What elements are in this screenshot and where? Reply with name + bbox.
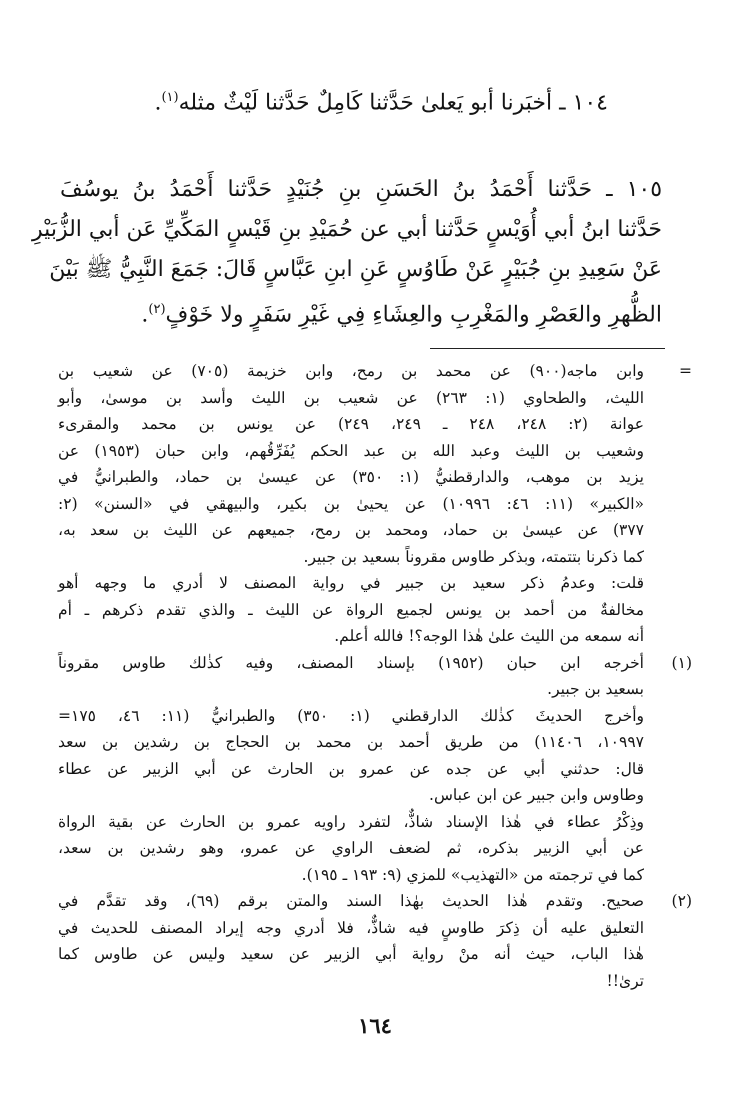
footnote-separator: [430, 348, 665, 349]
footnote-line: مخالفةٌ من أحمد بن يونس لجميع الرواة عن الليث ـ والذي تقدم ذكرهم ـ أم: [58, 600, 644, 619]
footnote-line: وأخرج الحديثَ كذٰلك الدارقطني (١: ٣٥٠) والطبرانيُّ (١١: ٤٦، ١٧٥=: [58, 706, 645, 725]
footnote-line: أخرجه ابن حبان (١٩٥٢) بإسناد المصنف، وفيه كذٰلك طاوس مقروناً: [58, 653, 644, 672]
footnote-line: أنه سمعه من الليث علىٰ هٰذا الوجه؟! فالله أعلم.: [334, 627, 644, 645]
footnote-note: [58, 570, 692, 650]
footnote-marker: (٢): [671, 892, 692, 910]
hadith-105-line: عَنْ سَعِيدِ بنِ جُبَيْرٍ عَنْ طَاوُسٍ عَنِ ابنِ عَبَّاسٍ قَالَ: جَمَعَ النَّبِيُّ ﷺ بَيْنَ: [49, 257, 662, 282]
hadith-105-line: ١٠٥ ـ حَدَّثنا أَحْمَدُ بنُ الحَسَنِ بنِ جُنَيْدٍ حَدَّثنا أَحْمَدُ بنُ يوسُفَ: [60, 177, 663, 202]
footnote-ref-2: (٢): [148, 302, 166, 317]
footnote-continuation: [58, 358, 692, 570]
footnote-line: قال: حدثني أبي عن جده عن عمرو بن الحارث عن أبي الزبير عن عطاء: [58, 759, 644, 778]
hadith-104: ١٠٤ ـ أخبَرنا أبو يَعلىٰ حَدَّثنا كَامِلٌ حَدَّثنا لَيْثٌ مثله$^{(١)}$.: [154, 90, 608, 116]
footnote-1-paragraph-3: [58, 809, 692, 889]
footnote-line: ترىٰ!!: [606, 971, 644, 990]
footnote-1: [58, 650, 692, 703]
footnote-line: الليث، والطحاوي (١: ٢٦٣) عن شعيب بن الليث وأسد بن موسىٰ، وأبو: [58, 388, 644, 407]
footnote-line: التعليق عليه أن ذِكرَ طاوسٍ فيه شاذٌّ، فلا أدري وجه إيراد المصنف للحديث في: [58, 918, 644, 937]
footnote-line: وطاوس وابن جبير عن ابن عباس.: [429, 786, 644, 804]
footnote-line: وذِكْرُ عطاء في هٰذا الإسناد شاذٌّ، لتفرد راويه عمرو بن الحارث عن بقية الرواة: [58, 812, 644, 831]
footnote-ref-1: (١): [161, 90, 179, 105]
footnote-line: ٣٧٧) عن عيسىٰ بن حماد، ومحمد بن رمح، جميعهم عن الليث بن سعد به،: [58, 521, 644, 539]
footnote-marker: =: [679, 362, 692, 380]
footnote-line: صحيح. وتقدم هٰذا الحديث بهٰذا السند والمتن برقم (٦٩)، وقد تقدَّم في: [58, 892, 645, 910]
footnote-line: كما في ترجمته من «التهذيب» للمزي (٩: ١٩٣ ـ ١٩٥).: [301, 865, 644, 884]
footnote-line: قلت: وعدمُ ذكر سعيد بن جبير في رواية المصنف لا أدري ما وجهه أهو: [58, 574, 644, 592]
hadith-105-line: [60, 290, 662, 330]
footnote-line: بسعيد بن جبير.: [547, 680, 644, 698]
hadith-105-end: .: [141, 302, 149, 328]
hadith-105-line-text: الظُّهرِ والعَصْرِ والمَغْرِبِ والعِشَاءِ فِي غَيْرِ سَفَرٍ ولا خَوْفٍ: [165, 302, 662, 328]
footnote-line: هٰذا الباب، حيث أنه منْ رواية أبي الزبير عن سعيد وليس عن طاوس كما: [58, 945, 644, 963]
footnote-line: عن أبي الزبير بذكره، ثم لضعف الراوي عن عمرو، وهو رشدين بن سعد،: [58, 839, 644, 857]
hadith-105-line: حَدَّثنا ابنُ أبي أُوَيْسٍ حَدَّثنا أبي عن حُمَيْدِ بنِ قَيْسٍ المَكِّيِّ عَن أبي الزُّبَيْرِ: [32, 217, 662, 242]
footnote-line: كما ذكرنا بتتمته، وبذكر طاوس مقروناً بسعيد بن جبير.: [303, 547, 644, 566]
hadith-105: [32, 170, 663, 330]
footnote-2: [58, 888, 692, 994]
footnote-marker: (١): [671, 653, 692, 672]
footnote-line: وشعيب بن الليث وعبد الله بن عبد الحكم يُفَرِّقُهم، وابن حبان (١٩٥٣) عن: [58, 441, 644, 460]
footnote-line: ١٠٩٩٧، ١١٤٠٦) من طريق أحمد بن محمد بن الحجاج بن رشدين بن سعد: [58, 733, 644, 751]
hadith-104-text: ١٠٤ ـ أخبَرنا أبو يَعلىٰ حَدَّثنا كَامِلٌ حَدَّثنا لَيْثٌ مثله: [178, 90, 608, 116]
footnote-line: عوانة (٢: ٢٤٨، ٢٤٨ ـ ٢٤٩، ٢٤٩) عن يونس بن محمد والمقرىء: [58, 415, 644, 433]
footnote-line: يزيد بن موهب، والدارقطنيُّ (١: ٣٥٠) عن عيسىٰ بن حماد، والطبرانيُّ في: [58, 468, 644, 486]
footnote-line: «الكبير» (١١: ٤٦: ١٠٩٩٦) عن يحيىٰ بن بكير، والبيهقي في «السنن» (٢:: [58, 494, 645, 513]
footnotes: [58, 358, 692, 994]
footnote-1-paragraph-2: [58, 703, 692, 809]
page-number: ١٦٤: [358, 1013, 392, 1038]
footnote-line: وابن ماجه(٩٠٠) عن محمد بن رمح، وابن خزيمة (٧٠٥) عن شعيب بن: [58, 362, 644, 380]
